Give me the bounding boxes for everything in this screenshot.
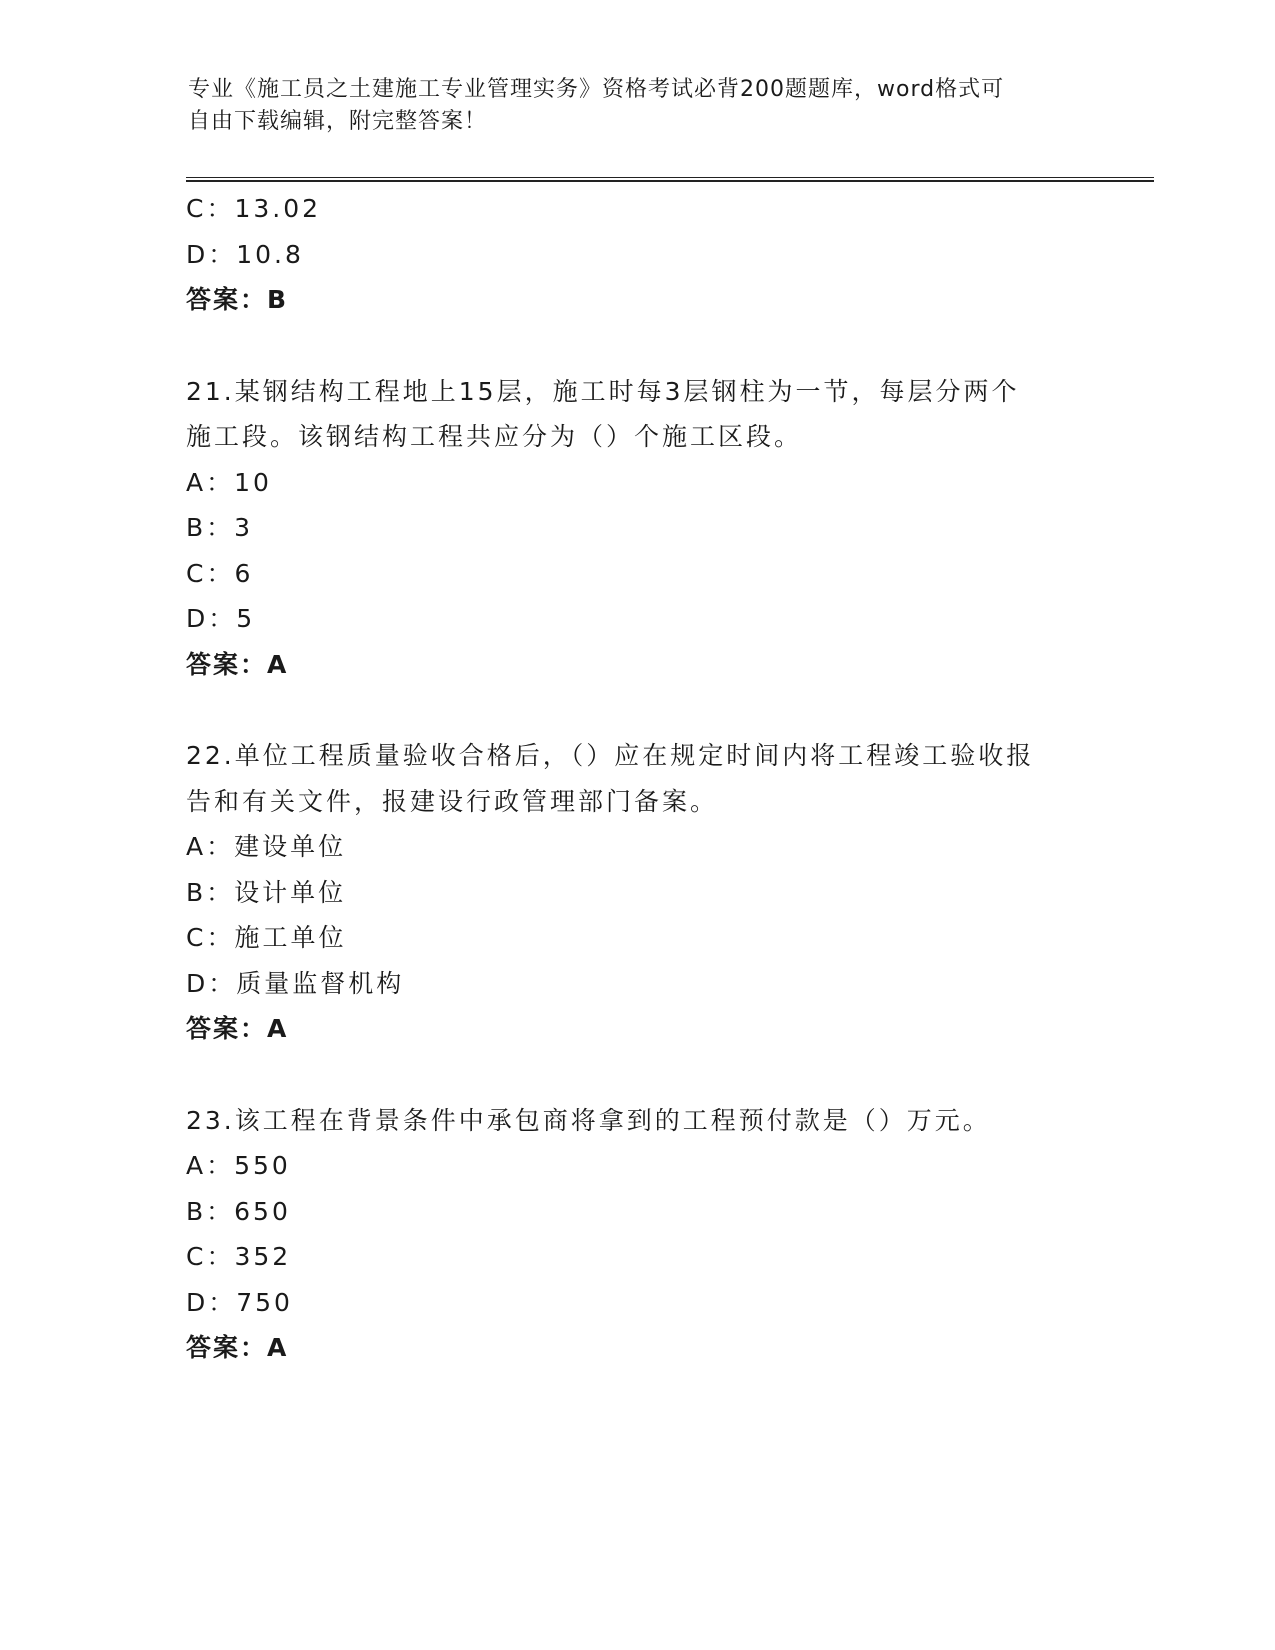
header-title-line-2: 自由下载编辑，附完整答案！ — [188, 109, 488, 134]
question-21 — [186, 369, 1086, 688]
option-a: A：建设单位 — [186, 832, 347, 861]
option-c: C：352 — [186, 1242, 292, 1271]
answer-line: 答案：A — [186, 649, 289, 679]
question-text-line: 施工段。该钢结构工程共应分为（）个施工区段。 — [186, 422, 803, 451]
option-c: C：施工单位 — [186, 923, 347, 952]
option-d: D：750 — [186, 1287, 293, 1317]
option-b: B：3 — [186, 513, 254, 542]
previous-question-tail — [186, 186, 1086, 323]
page-header — [188, 74, 1068, 138]
option-a: A：10 — [186, 467, 272, 497]
option-d: D：10.8 — [186, 239, 304, 269]
option-a: A：550 — [186, 1151, 291, 1180]
option-c: C：6 — [186, 558, 254, 588]
header-divider — [186, 177, 1154, 182]
option-d: D：5 — [186, 604, 256, 633]
question-23 — [186, 1098, 1086, 1371]
option-d: D：质量监督机构 — [186, 968, 405, 998]
option-b: B：设计单位 — [186, 877, 347, 907]
question-text-line: 21.某钢结构工程地上15层，施工时每3层钢柱为一节，每层分两个 — [186, 376, 1020, 406]
question-22 — [186, 733, 1086, 1052]
header-title-line-1: 专业《施工员之土建施工专业管理实务》资格考试必背200题题库，word格式可 — [188, 77, 1005, 102]
option-c: C：13.02 — [186, 194, 322, 223]
question-text-line: 告和有关文件，报建设行政管理部门备案。 — [186, 786, 719, 816]
question-text-line: 22.单位工程质量验收合格后，（）应在规定时间内将工程竣工验收报 — [186, 741, 1035, 770]
answer-line: 答案：A — [186, 1014, 289, 1043]
question-text-line: 23.该工程在背景条件中承包商将拿到的工程预付款是（）万元。 — [186, 1105, 991, 1135]
question-list — [186, 186, 1086, 1371]
answer-line: 答案：B — [186, 285, 289, 314]
option-b: B：650 — [186, 1196, 291, 1226]
answer-line: 答案：A — [186, 1333, 289, 1362]
